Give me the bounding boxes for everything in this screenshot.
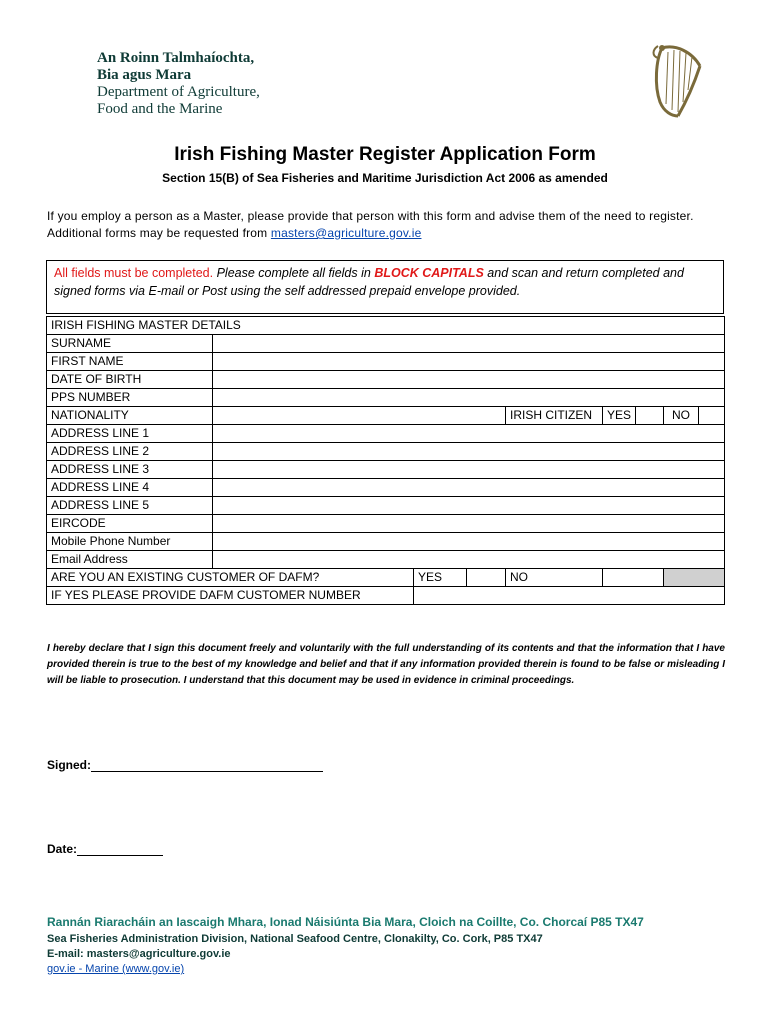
surname-label: SURNAME xyxy=(47,335,213,353)
customer-yes-label: YES xyxy=(413,569,466,587)
signature-line xyxy=(47,758,323,772)
first-name-field[interactable] xyxy=(213,353,725,371)
date-label: Date: xyxy=(47,842,78,856)
date-field[interactable] xyxy=(77,842,163,856)
customer-number-label: IF YES PLEASE PROVIDE DAFM CUSTOMER NUMBER xyxy=(47,587,414,605)
address-line-2-label: ADDRESS LINE 2 xyxy=(47,443,213,461)
harp-emblem-icon xyxy=(648,40,708,120)
first-name-label: FIRST NAME xyxy=(47,353,213,371)
signature-field[interactable] xyxy=(91,758,323,772)
footer-website-link[interactable]: gov.ie - Marine (www.gov.ie) xyxy=(47,963,185,975)
intro-text xyxy=(47,208,737,242)
instructions-box xyxy=(46,260,724,314)
pps-label: PPS NUMBER xyxy=(47,389,213,407)
nationality-label: NATIONALITY xyxy=(47,407,213,425)
existing-customer-label: ARE YOU AN EXISTING CUSTOMER OF DAFM? xyxy=(47,569,414,587)
declaration-text: I hereby declare that I sign this document freely and voluntarily with the full understanding of its contents and that the information that I have provided therein is true to the best of my knowledge and belief and that if any information provided therein is found to be false or misleading I will be liable to prosecution. I understand that this document may be used in evidence in criminal proceedings. xyxy=(47,643,725,686)
email-label: Email Address xyxy=(47,551,213,569)
dept-english-line-1: Department of Agriculture, xyxy=(97,84,260,100)
request-email-link[interactable]: masters@agriculture.gov.ie xyxy=(270,226,422,240)
date-line xyxy=(47,842,163,856)
department-logo-text xyxy=(97,50,260,118)
footer-english-address: Sea Fisheries Administration Division, National Seafood Centre, Clonakilty, Co. Cork, P85 TX47 xyxy=(47,933,543,945)
surname-field[interactable] xyxy=(213,335,725,353)
eircode-field[interactable] xyxy=(213,515,725,533)
address-line-4-label: ADDRESS LINE 4 xyxy=(47,479,213,497)
footer xyxy=(47,915,644,977)
all-fields-warning: All fields must be completed. xyxy=(54,266,214,280)
customer-no-label: NO xyxy=(505,569,602,587)
mobile-field[interactable] xyxy=(213,533,725,551)
intro-line-2 xyxy=(47,225,737,242)
citizen-yes-box[interactable] xyxy=(636,407,664,425)
customer-yes-box[interactable] xyxy=(466,569,505,587)
master-details-table xyxy=(46,316,725,605)
shaded-cell xyxy=(664,569,725,587)
address-line-3-label: ADDRESS LINE 3 xyxy=(47,461,213,479)
address-line-4-field[interactable] xyxy=(213,479,725,497)
citizen-no-label: NO xyxy=(664,407,699,425)
address-line-1-field[interactable] xyxy=(213,425,725,443)
intro-line-2-prefix: Additional forms may be requested from xyxy=(47,226,271,240)
irish-citizen-label: IRISH CITIZEN xyxy=(505,407,602,425)
mobile-label: Mobile Phone Number xyxy=(47,533,213,551)
block-capitals-text: BLOCK CAPITALS xyxy=(374,266,484,280)
citizen-no-box[interactable] xyxy=(699,407,725,425)
customer-no-box[interactable] xyxy=(602,569,663,587)
page-title: Irish Fishing Master Register Application Form xyxy=(174,144,596,165)
notice-text-2: and scan and return completed and signed forms via E-mail or Post using the self addressed prepaid envelope provided. xyxy=(54,266,684,298)
address-line-3-field[interactable] xyxy=(213,461,725,479)
eircode-label: EIRCODE xyxy=(47,515,213,533)
dept-irish-line-1: An Roinn Talmhaíochta, xyxy=(97,50,255,66)
address-line-1-label: ADDRESS LINE 1 xyxy=(47,425,213,443)
dob-field[interactable] xyxy=(213,371,725,389)
pps-field[interactable] xyxy=(213,389,725,407)
address-line-5-field[interactable] xyxy=(213,497,725,515)
footer-irish-address: Rannán Riaracháin an Iascaigh Mhara, Ionad Náisiúnta Bia Mara, Cloich na Coillte, Co. Chorcaí P85 TX47 xyxy=(47,915,644,929)
signed-label: Signed: xyxy=(47,758,91,772)
page-subtitle: Section 15(B) of Sea Fisheries and Maritime Jurisdiction Act 2006 as amended xyxy=(162,171,608,185)
dob-label: DATE OF BIRTH xyxy=(47,371,213,389)
dept-irish-line-2: Bia agus Mara xyxy=(97,67,192,83)
intro-line-1: If you employ a person as a Master, please provide that person with this form and advise them of the need to register. xyxy=(47,209,694,223)
section-header: IRISH FISHING MASTER DETAILS xyxy=(47,317,725,335)
address-line-2-field[interactable] xyxy=(213,443,725,461)
citizen-yes-label: YES xyxy=(602,407,635,425)
customer-number-field[interactable] xyxy=(413,587,724,605)
email-field[interactable] xyxy=(213,551,725,569)
address-line-5-label: ADDRESS LINE 5 xyxy=(47,497,213,515)
footer-email: E-mail: masters@agriculture.gov.ie xyxy=(47,948,231,960)
notice-text-1: Please complete all fields in xyxy=(213,266,375,280)
nationality-field[interactable] xyxy=(213,407,506,425)
dept-english-line-2: Food and the Marine xyxy=(97,101,223,117)
